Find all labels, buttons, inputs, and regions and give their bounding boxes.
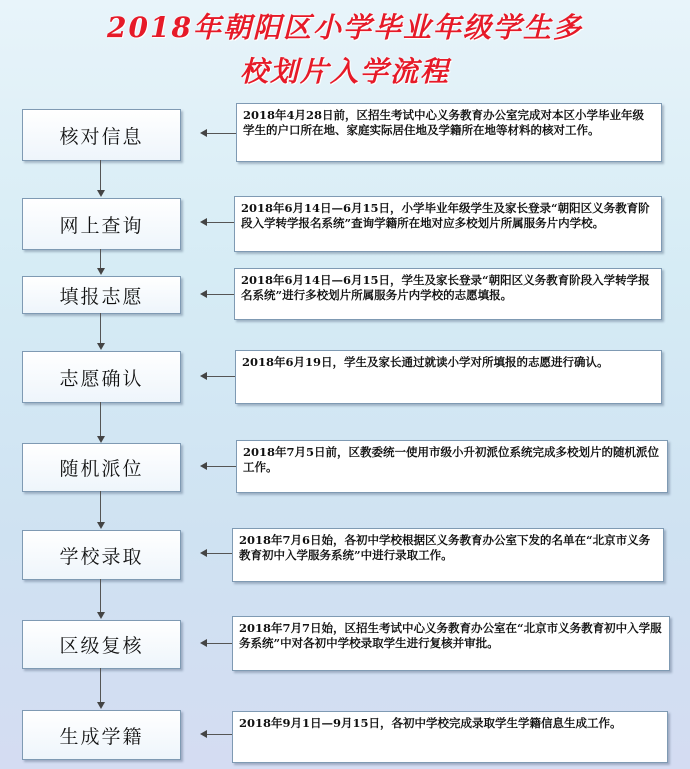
title-line-1: 2018年朝阳区小学毕业年级学生多 xyxy=(107,11,583,44)
arrow-down-icon xyxy=(97,522,105,529)
flow-line xyxy=(100,402,101,437)
arrow-left-icon xyxy=(200,462,207,470)
arrow-left-icon xyxy=(200,730,207,738)
step-box-verify-info: 核对信息 xyxy=(22,109,181,161)
step-desc-school-admission: 2018年7月6日始，各初中学校根据区义务教育办公室下发的名单在“北京市义务教育初中入学服务系统”中进行录取工作。 xyxy=(232,528,664,582)
step-desc-random-assignment: 2018年7月5日前，区教委统一使用市级小升初派位系统完成多校划片的随机派位工作。 xyxy=(236,440,668,493)
flow-line xyxy=(100,579,101,613)
title-line-2: 校划片入学流程 xyxy=(239,55,450,88)
arrow-left-icon xyxy=(200,290,207,298)
connector-line xyxy=(207,222,234,223)
connector-line xyxy=(207,294,234,295)
step-desc-fill-preference: 2018年6月14日—6月15日，学生及家长登录“朝阳区义务教育阶段入学转学报名系统”进行多校划片所属服务片内学校的志愿填报。 xyxy=(234,268,662,320)
arrow-left-icon xyxy=(200,129,207,137)
flow-line xyxy=(100,313,101,344)
step-box-district-review: 区级复核 xyxy=(22,620,181,669)
arrow-down-icon xyxy=(97,702,105,709)
step-desc-district-review: 2018年7月7日始，区招生考试中心义务教育办公室在“北京市义务教育初中入学服务系统”中对各初中学校录取学生进行复核并审批。 xyxy=(232,616,670,671)
arrow-down-icon xyxy=(97,343,105,350)
step-box-fill-preference: 填报志愿 xyxy=(22,276,181,314)
step-box-generate-record: 生成学籍 xyxy=(22,710,181,760)
step-desc-generate-record: 2018年9月1日—9月15日，各初中学校完成录取学生学籍信息生成工作。 xyxy=(232,711,668,763)
arrow-left-icon xyxy=(200,549,207,557)
arrow-down-icon xyxy=(97,436,105,443)
connector-line xyxy=(207,553,232,554)
step-box-random-assignment: 随机派位 xyxy=(22,443,181,492)
arrow-left-icon xyxy=(200,218,207,226)
step-desc-online-query: 2018年6月14日—6月15日，小学毕业年级学生及家长登录“朝阳区义务教育阶段入学转学报名系统”查询学籍所在地对应多校划片所属服务片内学校。 xyxy=(234,196,662,252)
arrow-down-icon xyxy=(97,190,105,197)
step-box-school-admission: 学校录取 xyxy=(22,530,181,580)
arrow-left-icon xyxy=(200,639,207,647)
arrow-left-icon xyxy=(200,372,207,380)
step-box-online-query: 网上查询 xyxy=(22,198,181,250)
step-desc-verify-info: 2018年4月28日前，区招生考试中心义务教育办公室完成对本区小学毕业年级学生的户口所在地、家庭实际居住地及学籍所在地等材料的核对工作。 xyxy=(236,103,662,162)
flow-line xyxy=(100,668,101,703)
connector-line xyxy=(207,643,232,644)
connector-line xyxy=(207,376,235,377)
flow-line xyxy=(100,160,101,191)
arrow-down-icon xyxy=(97,268,105,275)
flow-line xyxy=(100,491,101,523)
step-desc-confirm-preference: 2018年6月19日，学生及家长通过就读小学对所填报的志愿进行确认。 xyxy=(235,350,662,404)
connector-line xyxy=(207,133,236,134)
connector-line xyxy=(207,734,232,735)
connector-line xyxy=(207,466,236,467)
arrow-down-icon xyxy=(97,612,105,619)
step-box-confirm-preference: 志愿确认 xyxy=(22,351,181,403)
